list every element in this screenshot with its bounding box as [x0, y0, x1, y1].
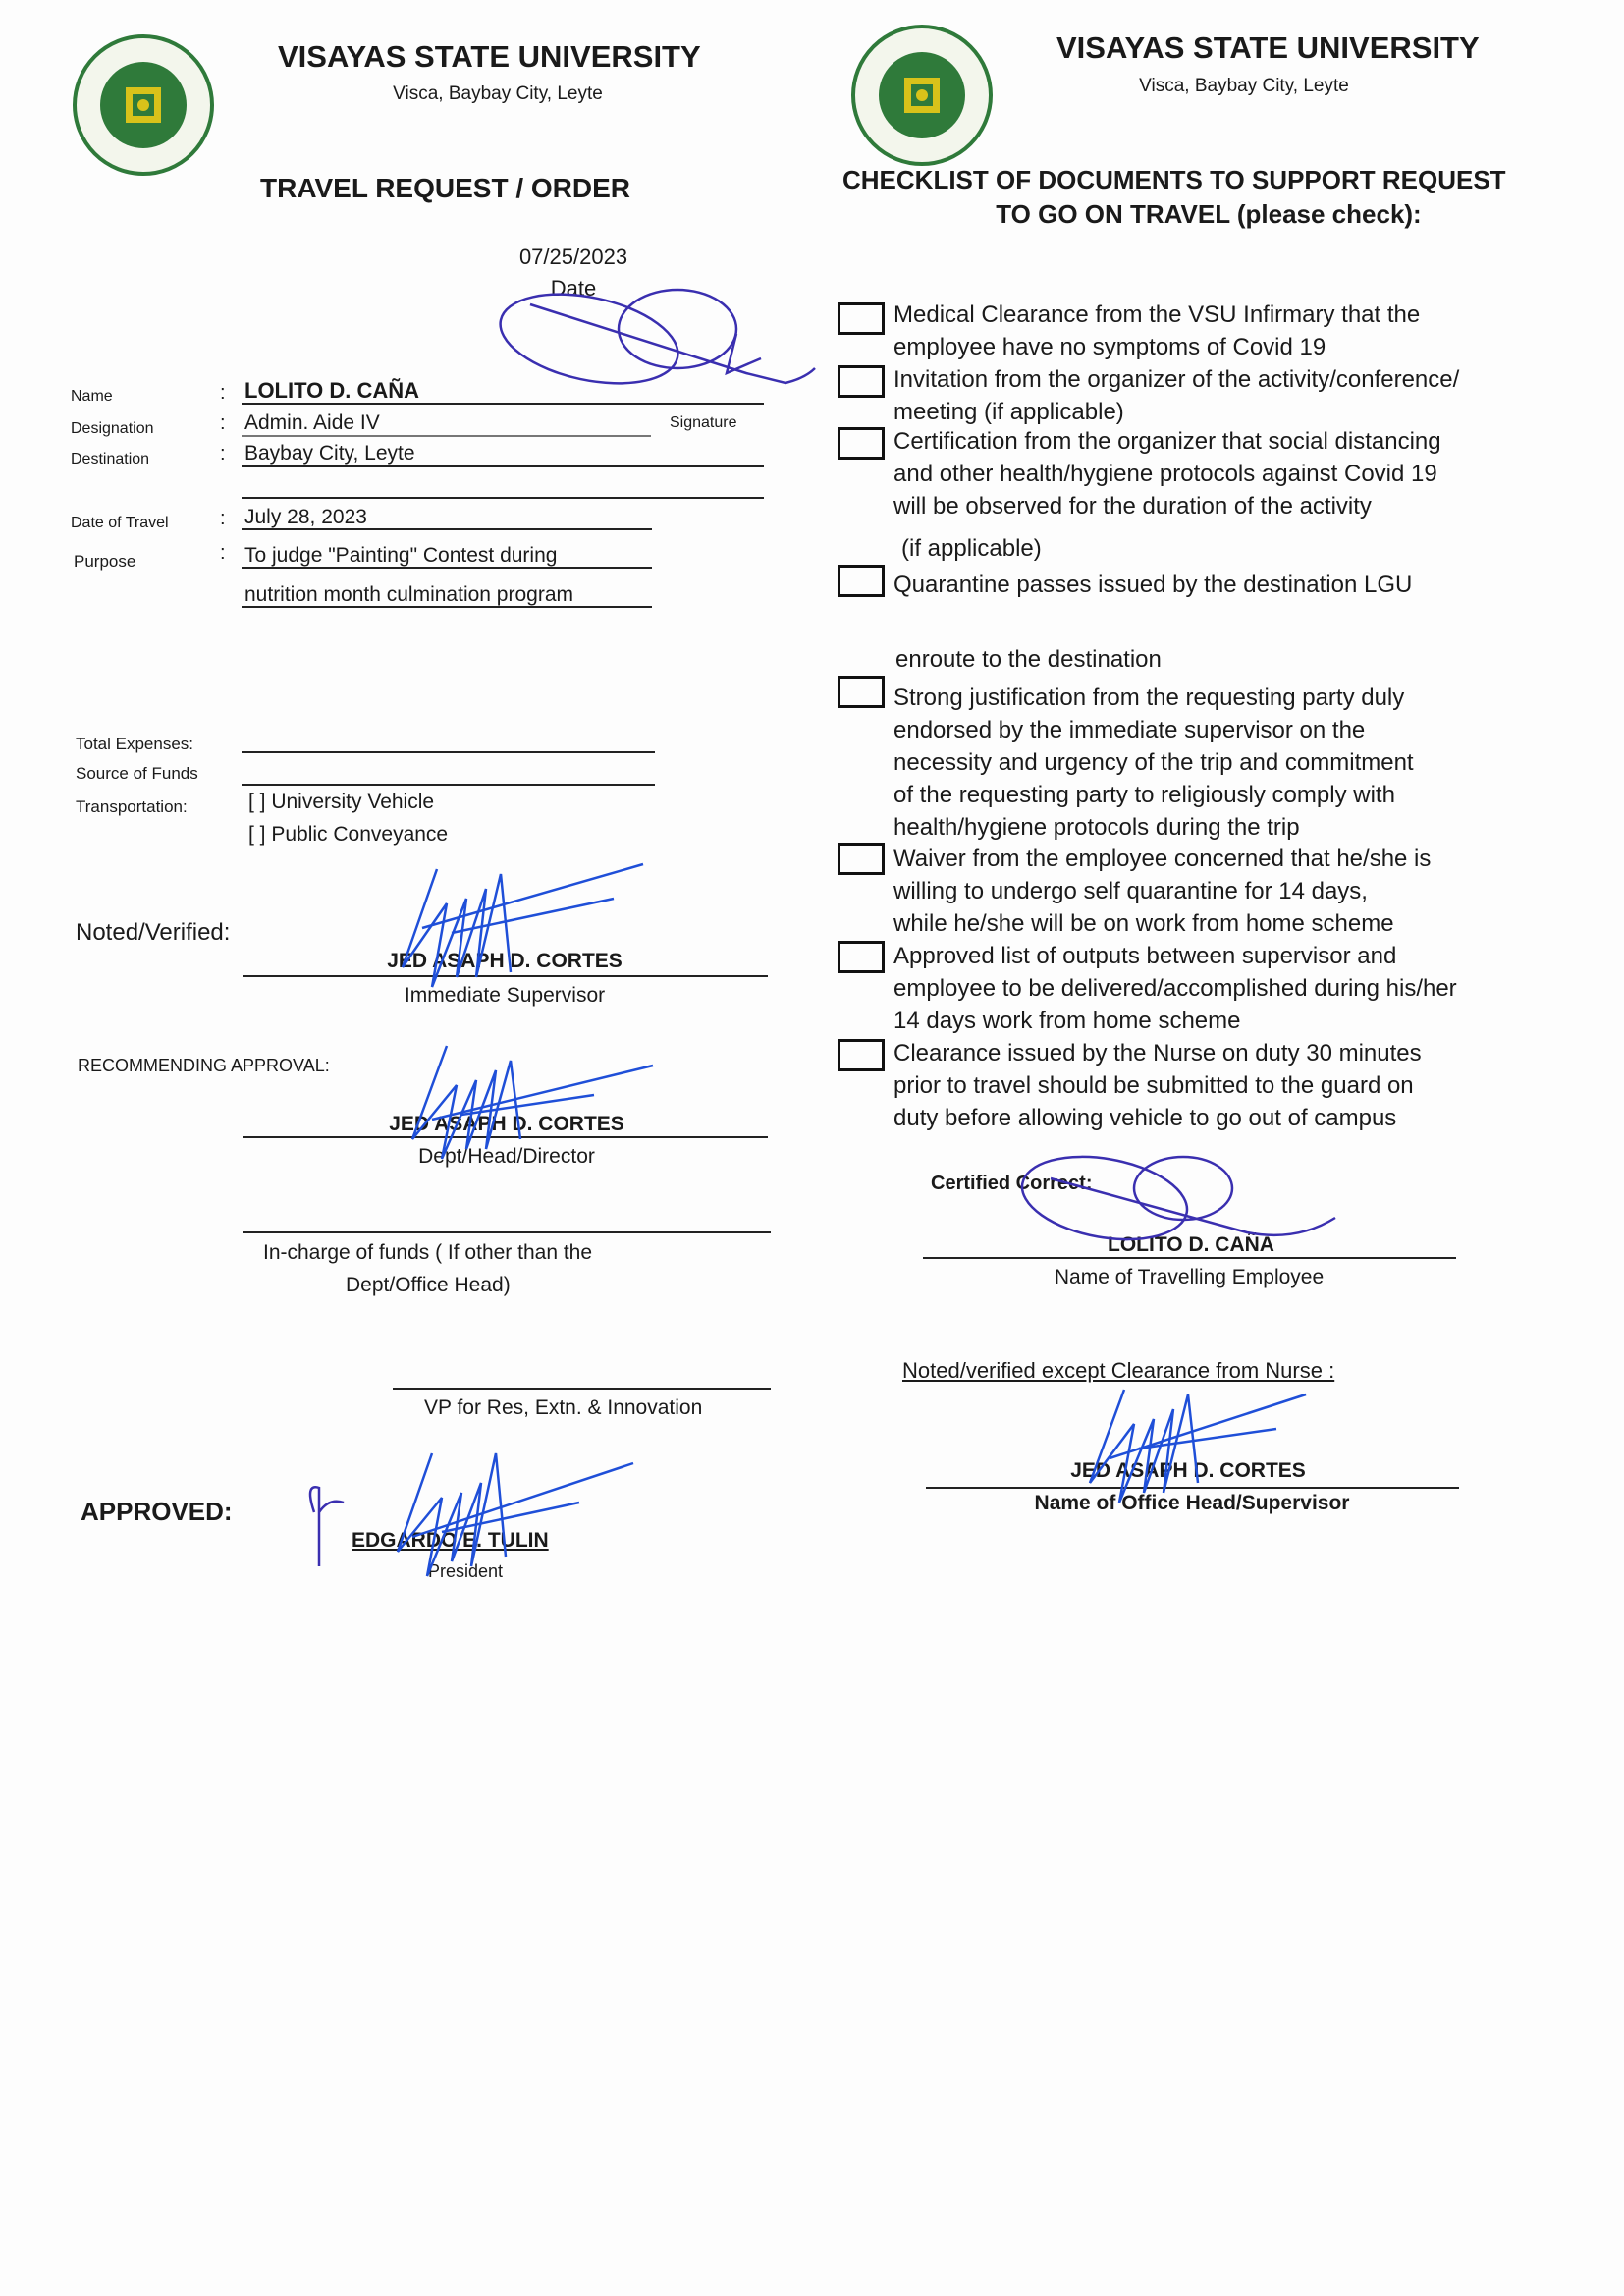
office-head-name: JED ASAPH D. CORTES — [1070, 1459, 1306, 1482]
purpose-line — [242, 606, 652, 608]
colon: : — [220, 542, 226, 564]
name-line — [242, 403, 764, 405]
colon: : — [220, 382, 226, 404]
colon: : — [220, 412, 226, 434]
funds-signature-line — [243, 1231, 771, 1233]
certified-name: LOLITO D. CAÑA — [1108, 1233, 1274, 1256]
office-head-role: Name of Office Head/Supervisor — [1034, 1492, 1350, 1514]
office-head-signature-line — [926, 1487, 1459, 1489]
checklist-item-text: Strong justification from the requesting party duly — [893, 684, 1405, 711]
form-title: TRAVEL REQUEST / ORDER — [260, 173, 631, 203]
checklist-item-text: 14 days work from home scheme — [893, 1008, 1241, 1034]
approved-name: EDGARDO E. TULIN — [352, 1529, 549, 1552]
date-value: 07/25/2023 — [518, 245, 628, 269]
checklist-item-text: Waiver from the employee concerned that he/she is — [893, 846, 1432, 872]
checklist-item-text: will be observed for the duration of the activity — [893, 493, 1372, 519]
checklist-item-text: health/hygiene protocols during the trip — [893, 814, 1300, 841]
checklist-item-text: meeting (if applicable) — [893, 399, 1124, 425]
certified-role: Name of Travelling Employee — [1054, 1266, 1325, 1288]
purpose-value-line2: nutrition month culmination program — [244, 583, 573, 606]
source-of-funds-line — [242, 784, 655, 786]
checklist-title-line1: CHECKLIST OF DOCUMENTS TO SUPPORT REQUEST — [842, 165, 1506, 194]
date-of-travel-label: Date of Travel — [71, 515, 169, 531]
date-label: Date — [550, 276, 597, 301]
checklist-item-text: employee to be delivered/accomplished during his/her — [893, 975, 1457, 1002]
purpose-line — [242, 567, 652, 569]
checklist-item-extra: enroute to the destination — [895, 646, 1162, 673]
employee-signature-icon — [491, 285, 825, 412]
checklist-checkbox[interactable] — [838, 565, 885, 597]
checklist-item-text: necessity and urgency of the trip and commitment — [893, 749, 1414, 776]
designation-value: Admin. Aide IV — [244, 411, 380, 434]
approved-label: APPROVED: — [81, 1497, 233, 1526]
signature-label: Signature — [670, 414, 737, 431]
university-seal-icon — [849, 23, 995, 168]
checklist-item-text: endorsed by the immediate supervisor on the — [893, 717, 1366, 743]
approved-role: President — [427, 1561, 504, 1581]
blank-line — [242, 497, 764, 499]
recommending-approval-label: RECOMMENDING APPROVAL: — [78, 1056, 330, 1075]
checklist-checkbox[interactable] — [838, 1039, 885, 1071]
checklist-item-extra: (if applicable) — [901, 535, 1042, 562]
source-of-funds-label: Source of Funds — [76, 764, 198, 783]
checklist-item-text: duty before allowing vehicle to go out of campus — [893, 1105, 1397, 1131]
noted-verified-label: Noted/Verified: — [76, 919, 231, 946]
colon: : — [220, 443, 226, 465]
recommending-role: Dept/Head/Director — [418, 1145, 595, 1168]
noted-name: JED ASAPH D. CORTES — [387, 950, 623, 972]
recommending-signature-line — [243, 1136, 768, 1138]
checklist-item-text: Invitation from the organizer of the activity/conference/ — [893, 366, 1460, 393]
checklist-item-text: Medical Clearance from the VSU Infirmary that the — [893, 301, 1421, 328]
checklist-item-text: Clearance issued by the Nurse on duty 30 minutes — [893, 1040, 1422, 1066]
university-address: Visca, Baybay City, Leyte — [393, 83, 603, 104]
certified-signature-line — [923, 1257, 1456, 1259]
checklist-checkbox[interactable] — [838, 676, 885, 708]
noted-except-label: Noted/verified except Clearance from Nurse : — [902, 1358, 1335, 1383]
noted-signature-line — [243, 975, 768, 977]
destination-line — [242, 465, 764, 467]
checklist-item-text: and other health/hygiene protocols against Covid 19 — [893, 461, 1437, 487]
designation-label: Designation — [71, 420, 154, 437]
checklist-item-text: Certification from the organizer that social distancing — [893, 428, 1441, 455]
checklist-checkbox[interactable] — [838, 365, 885, 398]
checklist-title-line2: TO GO ON TRAVEL (please check): — [996, 199, 1422, 229]
designation-line — [242, 435, 651, 437]
destination-value: Baybay City, Leyte — [244, 442, 415, 465]
transportation-label: Transportation: — [76, 797, 188, 816]
university-name: VISAYAS STATE UNIVERSITY — [1056, 30, 1480, 65]
university-name: VISAYAS STATE UNIVERSITY — [278, 39, 701, 74]
destination-label: Destination — [71, 451, 150, 467]
total-expenses-line — [242, 751, 655, 753]
checklist-item-text: while he/she will be on work from home scheme — [893, 910, 1394, 937]
university-address: Visca, Baybay City, Leyte — [1139, 76, 1349, 96]
checklist-item-text: of the requesting party to religiously comply with — [893, 782, 1395, 808]
purpose-value-line1: To judge "Painting" Contest during — [244, 544, 558, 567]
date-of-travel-value: July 28, 2023 — [244, 506, 367, 528]
name-label: Name — [71, 388, 113, 405]
recommending-name: JED ASAPH D. CORTES — [389, 1113, 624, 1135]
checklist-checkbox[interactable] — [838, 843, 885, 875]
checklist-item-text: employee have no symptoms of Covid 19 — [893, 334, 1326, 360]
funds-role-line2: Dept/Office Head) — [346, 1274, 511, 1296]
vp-signature-line — [393, 1388, 771, 1390]
total-expenses-label: Total Expenses: — [76, 735, 194, 753]
name-value: LOLITO D. CAÑA — [244, 378, 420, 403]
purpose-label: Purpose — [74, 552, 136, 571]
vp-role: VP for Res, Extn. & Innovation — [424, 1396, 703, 1419]
checklist-item-text: Approved list of outputs between supervisor and — [893, 943, 1397, 969]
colon: : — [220, 508, 226, 529]
date-of-travel-line — [242, 528, 652, 530]
transport-option-university-vehicle[interactable]: [ ] University Vehicle — [248, 791, 435, 813]
funds-role-line1: In-charge of funds ( If other than the — [263, 1241, 593, 1264]
transport-option-public-conveyance[interactable]: [ ] Public Conveyance — [248, 823, 449, 846]
checklist-checkbox[interactable] — [838, 941, 885, 973]
checklist-checkbox[interactable] — [838, 302, 885, 335]
university-seal-icon — [71, 32, 216, 178]
checklist-item-text: Quarantine passes issued by the destination LGU — [893, 572, 1413, 598]
certified-correct-label: Certified Correct: — [931, 1173, 1093, 1194]
checklist-item-text: prior to travel should be submitted to the guard on — [893, 1072, 1414, 1099]
checklist-checkbox[interactable] — [838, 427, 885, 460]
checklist-item-text: willing to undergo self quarantine for 14 days, — [893, 878, 1368, 904]
noted-role: Immediate Supervisor — [404, 984, 606, 1007]
